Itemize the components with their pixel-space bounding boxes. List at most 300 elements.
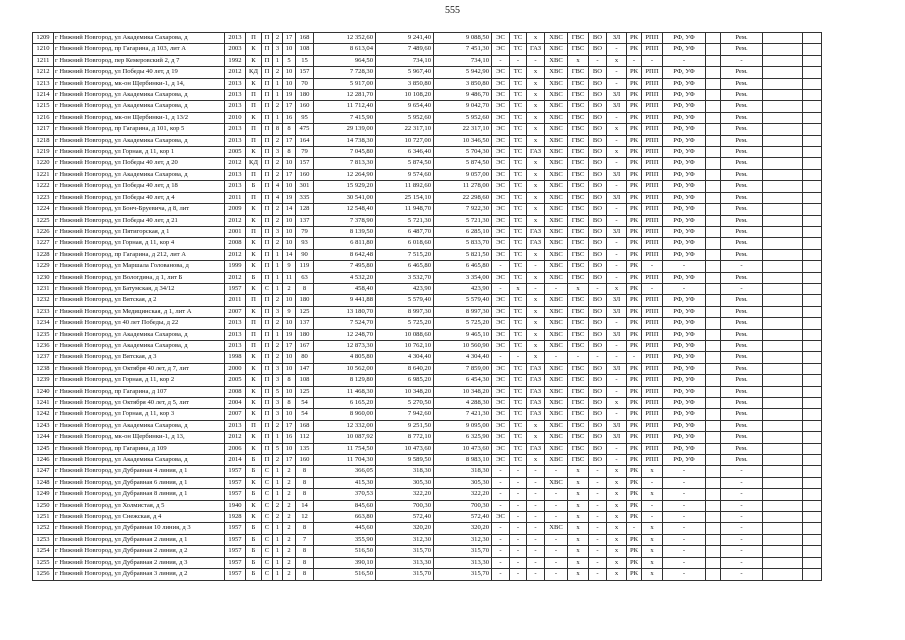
table-cell: РК bbox=[627, 306, 642, 317]
table-cell: г Нижний Новгород, ул Академика Сахарова, д bbox=[54, 420, 225, 431]
table-cell: С bbox=[262, 569, 273, 580]
table-cell: П bbox=[262, 432, 273, 443]
table-cell: 11 892,60 bbox=[376, 181, 434, 192]
table-cell: 2012 bbox=[225, 432, 246, 443]
table-cell: ТС bbox=[510, 204, 527, 215]
table-row bbox=[33, 546, 822, 557]
table-cell: г Нижний Новгород, ул Дубравная 10 линия, д 3 bbox=[54, 523, 225, 534]
table-cell: 1220 bbox=[33, 158, 54, 169]
table-cell: К bbox=[246, 283, 262, 294]
table-cell: - bbox=[607, 409, 627, 420]
table-cell bbox=[763, 215, 803, 226]
table-cell bbox=[763, 534, 803, 545]
table-cell: РФ, УФ bbox=[663, 112, 706, 123]
table-cell: РПП bbox=[642, 398, 663, 409]
table-cell: К bbox=[246, 500, 262, 511]
table-cell: 54 bbox=[296, 398, 314, 409]
table-cell: П bbox=[262, 78, 273, 89]
table-cell: ГВС bbox=[568, 147, 589, 158]
table-cell: ХВС bbox=[545, 398, 568, 409]
table-cell: 10 108,20 bbox=[376, 90, 434, 101]
table-cell: 17 bbox=[283, 169, 296, 180]
table-cell: 1256 bbox=[33, 569, 54, 580]
table-cell: 93 bbox=[296, 238, 314, 249]
table-cell: 5 833,70 bbox=[434, 238, 492, 249]
table-cell: ТС bbox=[510, 261, 527, 272]
table-cell: РК bbox=[627, 546, 642, 557]
table-cell: - bbox=[492, 557, 510, 568]
table-cell: 108 bbox=[296, 375, 314, 386]
table-cell: ТС bbox=[510, 272, 527, 283]
table-cell: 7 489,60 bbox=[376, 44, 434, 55]
table-cell: 11 bbox=[283, 272, 296, 283]
table-cell: ГВС bbox=[568, 409, 589, 420]
table-cell: 1221 bbox=[33, 169, 54, 180]
table-cell: 6 325,90 bbox=[434, 432, 492, 443]
table-cell: ГВС bbox=[568, 135, 589, 146]
table-cell: - bbox=[545, 557, 568, 568]
table-cell bbox=[763, 500, 803, 511]
table-cell: КД bbox=[246, 67, 262, 78]
table-cell: 1227 bbox=[33, 238, 54, 249]
table-cell: 1237 bbox=[33, 352, 54, 363]
table-cell: 90 bbox=[296, 249, 314, 260]
table-cell: 1216 bbox=[33, 112, 54, 123]
table-cell: 1236 bbox=[33, 340, 54, 351]
table-cell: РПП bbox=[642, 33, 663, 44]
table-cell: 2010 bbox=[225, 112, 246, 123]
table-cell: ВО bbox=[589, 272, 607, 283]
table-cell bbox=[763, 272, 803, 283]
table-cell: ЭС bbox=[492, 135, 510, 146]
table-cell: ВО bbox=[589, 398, 607, 409]
table-cell: ГВС bbox=[568, 78, 589, 89]
table-cell: х bbox=[607, 512, 627, 523]
table-cell: 1214 bbox=[33, 90, 54, 101]
table-cell: 12 873,30 bbox=[314, 340, 376, 351]
table-cell: ЭС bbox=[492, 340, 510, 351]
table-cell: 13 180,70 bbox=[314, 306, 376, 317]
table-cell: РК bbox=[627, 477, 642, 488]
table-cell: ЭС bbox=[492, 158, 510, 169]
table-cell: ВО bbox=[589, 33, 607, 44]
table-cell: 180 bbox=[296, 90, 314, 101]
table-row bbox=[33, 352, 822, 363]
table-cell: ВО bbox=[589, 124, 607, 135]
table-cell: 8 139,50 bbox=[314, 226, 376, 237]
table-cell: ТС bbox=[510, 249, 527, 260]
table-cell: 16 bbox=[283, 432, 296, 443]
table-cell: 5 bbox=[283, 55, 296, 66]
table-cell bbox=[706, 101, 721, 112]
table-cell: 8 bbox=[273, 124, 283, 135]
table-cell: - bbox=[663, 534, 706, 545]
table-row bbox=[33, 67, 822, 78]
table-cell: ЗЛ bbox=[607, 101, 627, 112]
table-cell: ЗЛ bbox=[607, 90, 627, 101]
table-cell: 7 045,80 bbox=[314, 147, 376, 158]
table-cell: 2 bbox=[283, 512, 296, 523]
table-cell bbox=[803, 90, 822, 101]
table-cell bbox=[706, 466, 721, 477]
table-cell: ЭС bbox=[492, 147, 510, 158]
table-cell: 167 bbox=[296, 340, 314, 351]
table-cell: 2 bbox=[283, 569, 296, 580]
table-cell: х bbox=[568, 55, 589, 66]
table-cell: П bbox=[262, 192, 273, 203]
table-cell: Рем. bbox=[721, 409, 763, 420]
table-cell bbox=[763, 90, 803, 101]
table-cell: ВО bbox=[589, 386, 607, 397]
table-cell: 14 bbox=[283, 204, 296, 215]
table-cell: 5 917,00 bbox=[314, 78, 376, 89]
table-cell: 125 bbox=[296, 386, 314, 397]
table-cell: 1249 bbox=[33, 489, 54, 500]
table-cell: ХВС bbox=[545, 261, 568, 272]
table-cell: К bbox=[246, 512, 262, 523]
table-cell: х bbox=[607, 477, 627, 488]
table-cell: ГВС bbox=[568, 398, 589, 409]
table-cell bbox=[763, 192, 803, 203]
table-cell: ЭС bbox=[492, 101, 510, 112]
table-cell: - bbox=[607, 78, 627, 89]
table-cell: - bbox=[663, 283, 706, 294]
table-cell: 313,30 bbox=[376, 557, 434, 568]
table-cell: 14 738,30 bbox=[314, 135, 376, 146]
table-cell: ХВС bbox=[545, 443, 568, 454]
table-cell: РФ, УФ bbox=[663, 90, 706, 101]
table-cell: х bbox=[568, 466, 589, 477]
table-cell: РК bbox=[627, 534, 642, 545]
table-cell: 2 bbox=[273, 215, 283, 226]
table-cell: РК bbox=[627, 112, 642, 123]
table-cell: х bbox=[568, 523, 589, 534]
table-cell: РПП bbox=[642, 409, 663, 420]
table-cell: ХВС bbox=[545, 169, 568, 180]
table-cell: РПП bbox=[642, 181, 663, 192]
table-cell: 2 bbox=[283, 546, 296, 557]
table-row bbox=[33, 261, 822, 272]
table-cell: 7 728,30 bbox=[314, 67, 376, 78]
table-cell: 322,20 bbox=[376, 489, 434, 500]
table-cell: Рем. bbox=[721, 169, 763, 180]
table-cell: РК bbox=[627, 169, 642, 180]
table-cell: 9 042,70 bbox=[434, 101, 492, 112]
table-cell: РПП bbox=[642, 340, 663, 351]
table-cell: К bbox=[246, 432, 262, 443]
table-cell: 10 bbox=[283, 238, 296, 249]
table-cell: РК bbox=[627, 181, 642, 192]
table-cell: ВО bbox=[589, 318, 607, 329]
table-cell: РПП bbox=[642, 90, 663, 101]
table-cell: 2013 bbox=[225, 101, 246, 112]
table-cell: 5 721,30 bbox=[434, 215, 492, 226]
table-cell bbox=[763, 569, 803, 580]
table-cell: ЭС bbox=[492, 181, 510, 192]
table-row bbox=[33, 569, 822, 580]
table-cell: ЭС bbox=[492, 398, 510, 409]
table-cell: - bbox=[721, 55, 763, 66]
table-cell: 3 bbox=[273, 398, 283, 409]
table-cell: РПП bbox=[642, 169, 663, 180]
table-cell: П bbox=[262, 101, 273, 112]
table-cell: ТС bbox=[510, 432, 527, 443]
table-cell bbox=[706, 569, 721, 580]
table-cell bbox=[706, 90, 721, 101]
table-cell: 1247 bbox=[33, 466, 54, 477]
table-cell: ТС bbox=[510, 398, 527, 409]
table-cell: 734,10 bbox=[434, 55, 492, 66]
table-cell bbox=[706, 455, 721, 466]
table-cell: 1245 bbox=[33, 443, 54, 454]
table-cell: - bbox=[527, 261, 545, 272]
table-cell: - bbox=[607, 352, 627, 363]
table-cell: П bbox=[262, 329, 273, 340]
table-cell: ВО bbox=[589, 455, 607, 466]
table-cell: х bbox=[527, 272, 545, 283]
table-cell bbox=[803, 67, 822, 78]
table-cell bbox=[803, 295, 822, 306]
table-cell: ГВС bbox=[568, 90, 589, 101]
table-cell: - bbox=[510, 534, 527, 545]
table-cell: РК bbox=[627, 249, 642, 260]
table-cell: 180 bbox=[296, 329, 314, 340]
table-cell: РФ, УФ bbox=[663, 386, 706, 397]
table-cell: - bbox=[607, 443, 627, 454]
table-row bbox=[33, 112, 822, 123]
table-cell bbox=[803, 363, 822, 374]
table-cell bbox=[763, 489, 803, 500]
table-cell: х bbox=[527, 329, 545, 340]
table-cell: Б bbox=[246, 272, 262, 283]
table-cell: - bbox=[510, 55, 527, 66]
table-cell: ЗЛ bbox=[607, 363, 627, 374]
table-cell: 16 bbox=[283, 112, 296, 123]
table-cell: 3 bbox=[273, 44, 283, 55]
table-cell: 12 352,60 bbox=[314, 33, 376, 44]
table-row bbox=[33, 101, 822, 112]
table-cell: ЭС bbox=[492, 295, 510, 306]
table-cell: ВО bbox=[589, 340, 607, 351]
table-row bbox=[33, 283, 822, 294]
table-cell: 19 bbox=[283, 329, 296, 340]
table-cell: ХВС bbox=[545, 523, 568, 534]
table-cell: ХВС bbox=[545, 101, 568, 112]
table-cell: ТС bbox=[510, 215, 527, 226]
table-cell: 1 bbox=[273, 55, 283, 66]
table-cell: - bbox=[721, 557, 763, 568]
table-cell bbox=[803, 158, 822, 169]
table-cell: 1233 bbox=[33, 306, 54, 317]
table-cell: х bbox=[642, 534, 663, 545]
table-cell: 1 bbox=[273, 432, 283, 443]
table-cell: ГАЗ bbox=[527, 44, 545, 55]
table-cell: 5 874,50 bbox=[376, 158, 434, 169]
table-cell bbox=[803, 249, 822, 260]
table-cell: х bbox=[527, 158, 545, 169]
table-cell: г Нижний Новгород, пер Кемеровский 2, д 7 bbox=[54, 55, 225, 66]
table-cell: 9 574,60 bbox=[376, 169, 434, 180]
table-cell: 2013 bbox=[225, 329, 246, 340]
table-cell: 79 bbox=[296, 147, 314, 158]
table-cell: Рем. bbox=[721, 238, 763, 249]
table-cell: 3 532,70 bbox=[376, 272, 434, 283]
table-cell: 1226 bbox=[33, 226, 54, 237]
table-cell bbox=[763, 477, 803, 488]
table-cell: х bbox=[527, 352, 545, 363]
table-cell bbox=[803, 455, 822, 466]
table-cell: ЭС bbox=[492, 318, 510, 329]
table-cell: РК bbox=[627, 158, 642, 169]
table-cell: С bbox=[262, 546, 273, 557]
table-cell: РФ, УФ bbox=[663, 363, 706, 374]
table-cell bbox=[706, 363, 721, 374]
table-cell: - bbox=[663, 489, 706, 500]
table-cell: 5 bbox=[273, 443, 283, 454]
table-cell: г Нижний Новгород, ул Победы 40 лет, д 20 bbox=[54, 158, 225, 169]
table-cell: 663,80 bbox=[314, 512, 376, 523]
table-cell: - bbox=[545, 500, 568, 511]
table-cell: ТС bbox=[510, 101, 527, 112]
table-cell: 6 454,30 bbox=[434, 375, 492, 386]
table-cell bbox=[803, 261, 822, 272]
table-cell: 1 bbox=[273, 477, 283, 488]
table-cell: г Нижний Новгород, ул Вятская, д 3 bbox=[54, 352, 225, 363]
table-row bbox=[33, 181, 822, 192]
table-cell: К bbox=[246, 238, 262, 249]
table-cell: ГВС bbox=[568, 432, 589, 443]
table-cell: 5 942,90 bbox=[434, 67, 492, 78]
table-cell: Рем. bbox=[721, 101, 763, 112]
table-cell: ГВС bbox=[568, 101, 589, 112]
table-cell bbox=[706, 489, 721, 500]
table-cell: Рем. bbox=[721, 124, 763, 135]
table-cell: 8 bbox=[296, 477, 314, 488]
table-cell: ТС bbox=[510, 192, 527, 203]
table-cell: П bbox=[262, 272, 273, 283]
table-cell: С bbox=[262, 512, 273, 523]
table-cell bbox=[803, 352, 822, 363]
table-cell: ЗЛ bbox=[607, 169, 627, 180]
table-cell: - bbox=[642, 283, 663, 294]
table-cell: 2004 bbox=[225, 398, 246, 409]
table-row bbox=[33, 215, 822, 226]
table-cell: - bbox=[527, 489, 545, 500]
table-cell: 2 bbox=[283, 557, 296, 568]
table-cell: РК bbox=[627, 135, 642, 146]
table-cell: РПП bbox=[642, 101, 663, 112]
table-cell: ЗЛ bbox=[607, 226, 627, 237]
table-cell: х bbox=[607, 55, 627, 66]
table-cell: ТС bbox=[510, 306, 527, 317]
table-cell: 2 bbox=[273, 318, 283, 329]
table-cell: ВО bbox=[589, 67, 607, 78]
table-cell: ХВС bbox=[545, 249, 568, 260]
table-cell: х bbox=[642, 466, 663, 477]
table-cell: 10 bbox=[283, 181, 296, 192]
table-cell: ТС bbox=[510, 409, 527, 420]
table-cell: РФ, УФ bbox=[663, 33, 706, 44]
table-row bbox=[33, 489, 822, 500]
table-cell: 17 bbox=[283, 135, 296, 146]
table-cell: 8 bbox=[283, 124, 296, 135]
table-cell: 2012 bbox=[225, 249, 246, 260]
table-cell: П bbox=[246, 101, 262, 112]
table-cell: 160 bbox=[296, 169, 314, 180]
table-cell: 7 415,90 bbox=[314, 112, 376, 123]
table-cell: - bbox=[607, 386, 627, 397]
table-cell: К bbox=[246, 363, 262, 374]
table-cell: ГВС bbox=[568, 44, 589, 55]
table-cell: С bbox=[262, 523, 273, 534]
table-cell: П bbox=[262, 67, 273, 78]
table-cell: 1231 bbox=[33, 283, 54, 294]
table-cell: РК bbox=[627, 238, 642, 249]
table-cell: - bbox=[607, 204, 627, 215]
table-cell: 2012 bbox=[225, 215, 246, 226]
table-cell: г Нижний Новгород, ул Дубравная 4 линия, д 1 bbox=[54, 466, 225, 477]
table-cell: - bbox=[589, 557, 607, 568]
table-cell: РПП bbox=[642, 204, 663, 215]
table-cell: РФ, УФ bbox=[663, 147, 706, 158]
table-cell: К bbox=[246, 147, 262, 158]
table-row bbox=[33, 238, 822, 249]
table-cell: ВО bbox=[589, 78, 607, 89]
table-cell: х bbox=[607, 569, 627, 580]
table-cell: ХВС bbox=[545, 135, 568, 146]
table-cell: 4 bbox=[273, 181, 283, 192]
table-row bbox=[33, 306, 822, 317]
table-row bbox=[33, 295, 822, 306]
table-cell: ВО bbox=[589, 443, 607, 454]
table-cell: х bbox=[642, 523, 663, 534]
table-cell: П bbox=[262, 306, 273, 317]
table-cell: 157 bbox=[296, 67, 314, 78]
table-cell: 2013 bbox=[225, 90, 246, 101]
table-cell bbox=[706, 352, 721, 363]
table-cell: ГАЗ bbox=[527, 409, 545, 420]
table-cell: 2009 bbox=[225, 204, 246, 215]
table-cell bbox=[763, 44, 803, 55]
table-cell: 2 bbox=[283, 283, 296, 294]
table-cell: ВО bbox=[589, 238, 607, 249]
table-cell: - bbox=[510, 557, 527, 568]
table-row bbox=[33, 455, 822, 466]
table-cell: 119 bbox=[296, 261, 314, 272]
table-cell: - bbox=[492, 352, 510, 363]
table-cell: П bbox=[246, 329, 262, 340]
table-cell: РФ, УФ bbox=[663, 398, 706, 409]
table-cell bbox=[706, 249, 721, 260]
table-cell: ХВС bbox=[545, 375, 568, 386]
table-cell: Б bbox=[246, 181, 262, 192]
table-cell: РК bbox=[627, 90, 642, 101]
table-cell: Рем. bbox=[721, 44, 763, 55]
table-cell: 2008 bbox=[225, 238, 246, 249]
table-cell: ЭС bbox=[492, 432, 510, 443]
table-cell: РК bbox=[627, 363, 642, 374]
table-cell: 516,50 bbox=[314, 546, 376, 557]
table-cell: Б bbox=[246, 534, 262, 545]
table-cell bbox=[803, 112, 822, 123]
table-cell: К bbox=[246, 112, 262, 123]
table-cell: РПП bbox=[642, 295, 663, 306]
table-cell: ТС bbox=[510, 90, 527, 101]
table-cell: 700,30 bbox=[434, 500, 492, 511]
table-cell: ТС bbox=[510, 329, 527, 340]
table-cell: 9 654,40 bbox=[376, 101, 434, 112]
table-cell: ТС bbox=[510, 78, 527, 89]
